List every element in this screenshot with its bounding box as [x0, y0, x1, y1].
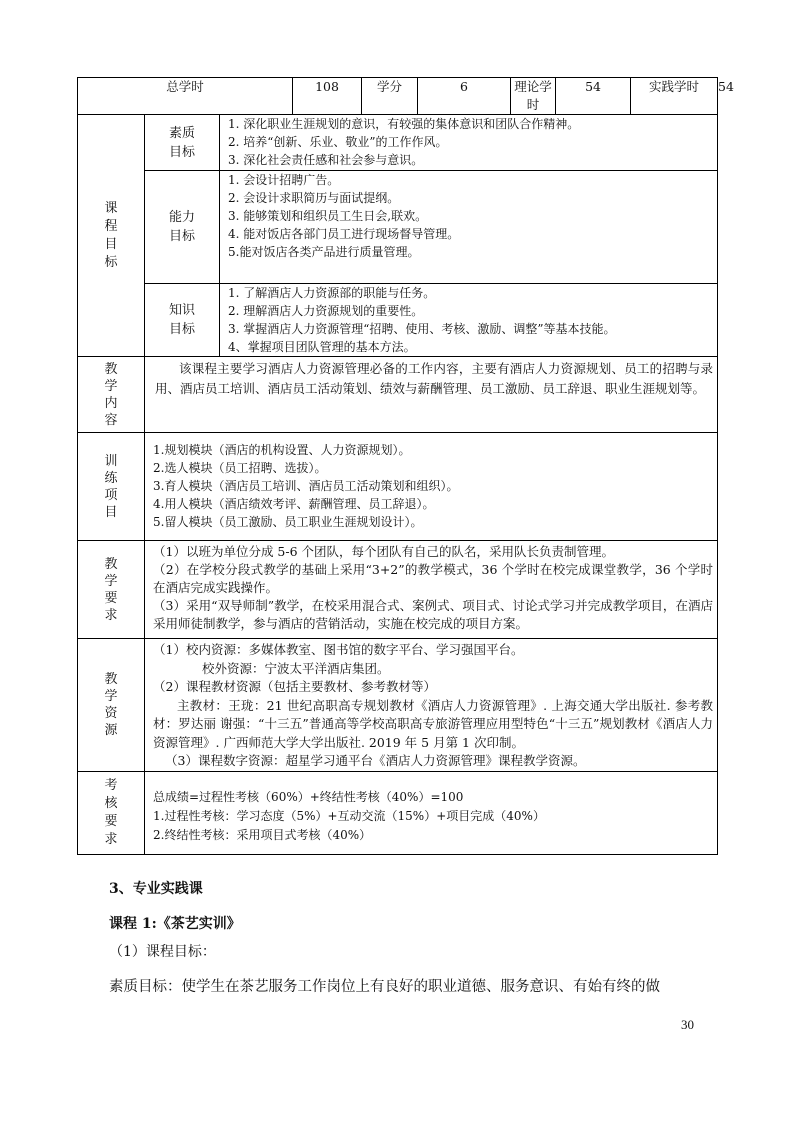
materials-title: （2）课程教材资源（包括主要教材、参考教材等） — [153, 679, 436, 694]
teaching-requirements-label — [78, 541, 145, 639]
assessment-item: 2.终结性考核：采用项目式考核（40%） — [153, 828, 372, 842]
teaching-requirements-row — [78, 541, 718, 639]
campus-resources: （1）校内资源：多媒体教室、图书馆的数字平台、学习强国平台。 — [153, 642, 524, 657]
section-heading: 3、专业实践课 — [109, 881, 203, 897]
teaching-content-label — [78, 357, 145, 433]
ability-objective-item: 5.能对饭店各类产品进行质量管理。 — [228, 245, 420, 259]
training-project-item: 1.规划模块（酒店的机构设置、人力资源规划）。 — [153, 443, 411, 457]
page-number: 30 — [681, 1017, 694, 1032]
teaching-resources-row — [78, 639, 718, 772]
total-hours-value: 108 — [293, 78, 362, 115]
knowledge-objective-item: 4、掌握项目团队管理的基本方法。 — [228, 340, 416, 354]
knowledge-objective-list — [220, 284, 718, 357]
teaching-requirements-list — [145, 541, 718, 639]
teaching-resources-content — [145, 639, 718, 772]
knowledge-objective-label — [145, 284, 220, 357]
ability-objective-item: 1. 会设计招聘广告。 — [228, 173, 340, 187]
quality-objective-line: 素质目标：使学生在茶艺服务工作岗位上有良好的职业道德、服务意识、有始有终的做 — [109, 979, 660, 995]
training-project-item: 2.选人模块（员工招聘、选拔）。 — [153, 461, 327, 475]
requirement-item: （1）以班为单位分成 5-6 个团队，每个团队有自己的队名，采用队长负责制管理。 — [153, 544, 615, 559]
knowledge-objective-item: 1. 了解酒店人力资源部的职能与任务。 — [228, 286, 436, 300]
teaching-content-row — [78, 357, 718, 433]
ability-objective-item: 2. 会设计求职简历与面试提纲。 — [228, 191, 400, 205]
offcampus-resources: 校外资源：宁波太平洋酒店集团。 — [202, 660, 390, 676]
quality-objective-label-text: 素质目标 — [168, 125, 195, 160]
knowledge-objective-item: 3. 掌握酒店人力资源管理“招聘、使用、考核、激励、调整”等基本技能。 — [228, 322, 616, 336]
assessment-label — [78, 772, 145, 855]
training-projects-label — [78, 433, 145, 541]
quality-objective-row — [78, 115, 718, 171]
objective-heading: （1）课程目标： — [109, 944, 216, 960]
quality-objective-item: 2. 培养“创新、乐业、敬业”的工作作风。 — [228, 135, 448, 149]
credits-label: 学分 — [362, 78, 418, 115]
teaching-resources-label-text: 教学资源 — [104, 672, 118, 738]
training-project-item: 3.育人模块（酒店员工培训、酒店员工活动策划和组织）。 — [153, 479, 459, 493]
course-objectives-label — [78, 115, 145, 357]
knowledge-objective-label-text: 知识目标 — [168, 303, 195, 337]
course-title: 课程 1:《茶艺实训》 — [109, 916, 241, 932]
digital-resources: （3）课程数字资源：超星学习通平台《酒店人力资源管理》课程教学资源。 — [165, 753, 586, 768]
ability-objective-list — [220, 171, 718, 284]
training-projects-row — [78, 433, 718, 541]
requirement-item: （2）在学校分段式教学的基础上采用“3+2”的教学模式，36 个学时在校完成课堂教学，36 个学时在酒店完成实践操作。 — [153, 562, 714, 595]
quality-objective-label — [145, 115, 220, 171]
ability-objective-label — [145, 171, 220, 284]
ability-objective-label-text: 能力目标 — [168, 210, 195, 244]
ability-objective-item: 3. 能够策划和组织员工生日会,联欢。 — [228, 209, 428, 223]
theory-hours-value: 54 — [556, 78, 631, 115]
quality-objective-item: 1. 深化职业生涯规划的意识，有较强的集体意识和团队合作精神。 — [228, 117, 580, 131]
teaching-content-label-text: 教学内容 — [104, 361, 118, 428]
practice-hours-label: 实践学时 — [631, 78, 718, 115]
teaching-content-text: 该课程主要学习酒店人力资源管理必备的工作内容，主要有酒店人力资源规划、员工的招聘与录用、酒店员工培训、酒店员工活动策划、绩效与薪酬管理、员工激励、员工辞退、职业生涯规划等。 — [145, 357, 718, 433]
assessment-label-text: 考核要求 — [104, 778, 118, 847]
assessment-item: 总成绩=过程性考核（60%）+终结性考核（40%）=100 — [153, 790, 464, 804]
knowledge-objective-row — [78, 284, 718, 357]
materials-text: 主教材：王珑：21 世纪高职高专规划教材《酒店人力资源管理》. 上海交通大学出版社. 参考教材：罗达丽 谢强：“十三五”普通高等学校高职高专旅游管理应用型特色“十三五”规划教材《酒店人力资源管理》. 广西师范大学大学出版社. 2019 年 5 月第 1 次印制。 — [153, 697, 714, 750]
assessment-item: 1.过程性考核：学习态度（5%）+互动交流（15%）+项目完成（40%） — [153, 809, 545, 823]
requirement-item: （3）采用“双导师制”教学，在校采用混合式、案例式、项目式、讨论式学习并完成教学项目，在酒店采用师徒制教学，参与酒店的营销活动，实施在校完成的项目方案。 — [153, 598, 714, 631]
ability-objective-item: 4. 能对饭店各部门员工进行现场督导管理。 — [228, 227, 460, 241]
assessment-row — [78, 772, 718, 855]
course-table — [77, 77, 734, 855]
teaching-requirements-label-text: 教学要求 — [104, 556, 118, 623]
training-projects-label-text: 训练项目 — [104, 453, 118, 520]
total-hours-label: 总学时 — [78, 78, 293, 115]
summary-row: 总学时 108 学分 6 理论学时 54 实践学时 54 — [78, 78, 718, 115]
training-project-item: 4.用人模块（酒店绩效考评、薪酬管理、员工辞退）。 — [153, 497, 435, 511]
training-projects-list — [145, 433, 718, 541]
training-project-item: 5.留人模块（员工激励、员工职业生涯规划设计）。 — [153, 515, 423, 529]
knowledge-objective-item: 2. 理解酒店人力资源规划的重要性。 — [228, 304, 424, 318]
quality-objective-item: 3. 深化社会责任感和社会参与意识。 — [228, 153, 424, 167]
quality-objective-list — [220, 115, 718, 171]
ability-objective-row — [78, 171, 718, 284]
teaching-resources-label — [78, 639, 145, 772]
theory-hours-label: 理论学时 — [511, 78, 556, 115]
credits-value: 6 — [418, 78, 511, 115]
course-objectives-label-text: 课程目标 — [104, 200, 118, 270]
assessment-list — [145, 772, 718, 855]
